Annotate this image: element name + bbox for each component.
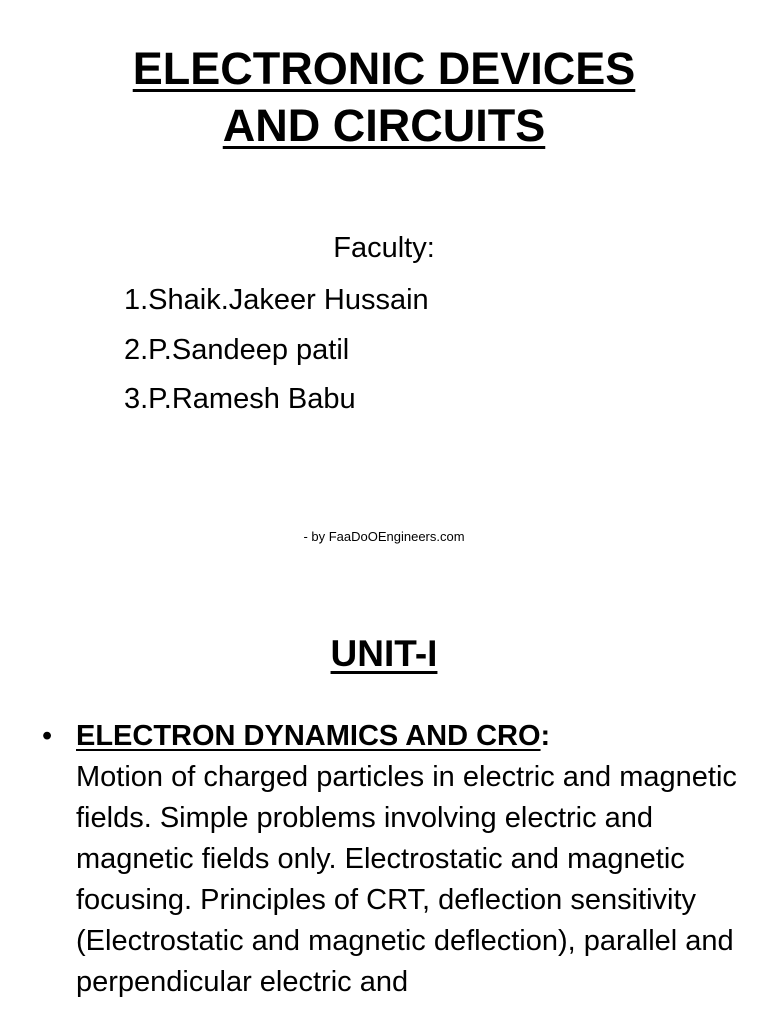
syllabus-section bbox=[76, 716, 756, 1003]
faculty-item: 2.P.Sandeep patil bbox=[124, 333, 350, 366]
section-heading-text: ELECTRON DYNAMICS AND CRO bbox=[76, 720, 541, 752]
section-body: Motion of charged particles in electric and magnetic fields. Simple problems involving electric and magnetic fields only. Electrostatic and magnetic focusing. Principles of CRT, deflection sensitivity (Electrostatic and magnetic deflection), parallel and perpendicular electric and bbox=[76, 761, 737, 998]
document-title-line-1-text: ELECTRONIC DEVICES bbox=[132, 43, 636, 94]
document-title-line-1 bbox=[0, 40, 768, 98]
section-heading-colon: : bbox=[540, 720, 551, 752]
section-heading bbox=[76, 720, 550, 752]
faculty-item: 1.Shaik.Jakeer Hussain bbox=[124, 284, 429, 316]
faculty-item: 3.P.Ramesh Babu bbox=[124, 383, 356, 415]
document-title-line-2 bbox=[0, 97, 768, 155]
credit-line: - by FaaDoOEngineers.com bbox=[303, 529, 465, 544]
faculty-list bbox=[124, 276, 429, 425]
unit-heading-text: UNIT-I bbox=[330, 632, 438, 674]
document-title-line-2-text: AND CIRCUITS bbox=[222, 100, 546, 151]
bullet-marker: • bbox=[42, 720, 53, 752]
unit-heading bbox=[0, 629, 768, 679]
faculty-label: Faculty: bbox=[333, 232, 435, 264]
